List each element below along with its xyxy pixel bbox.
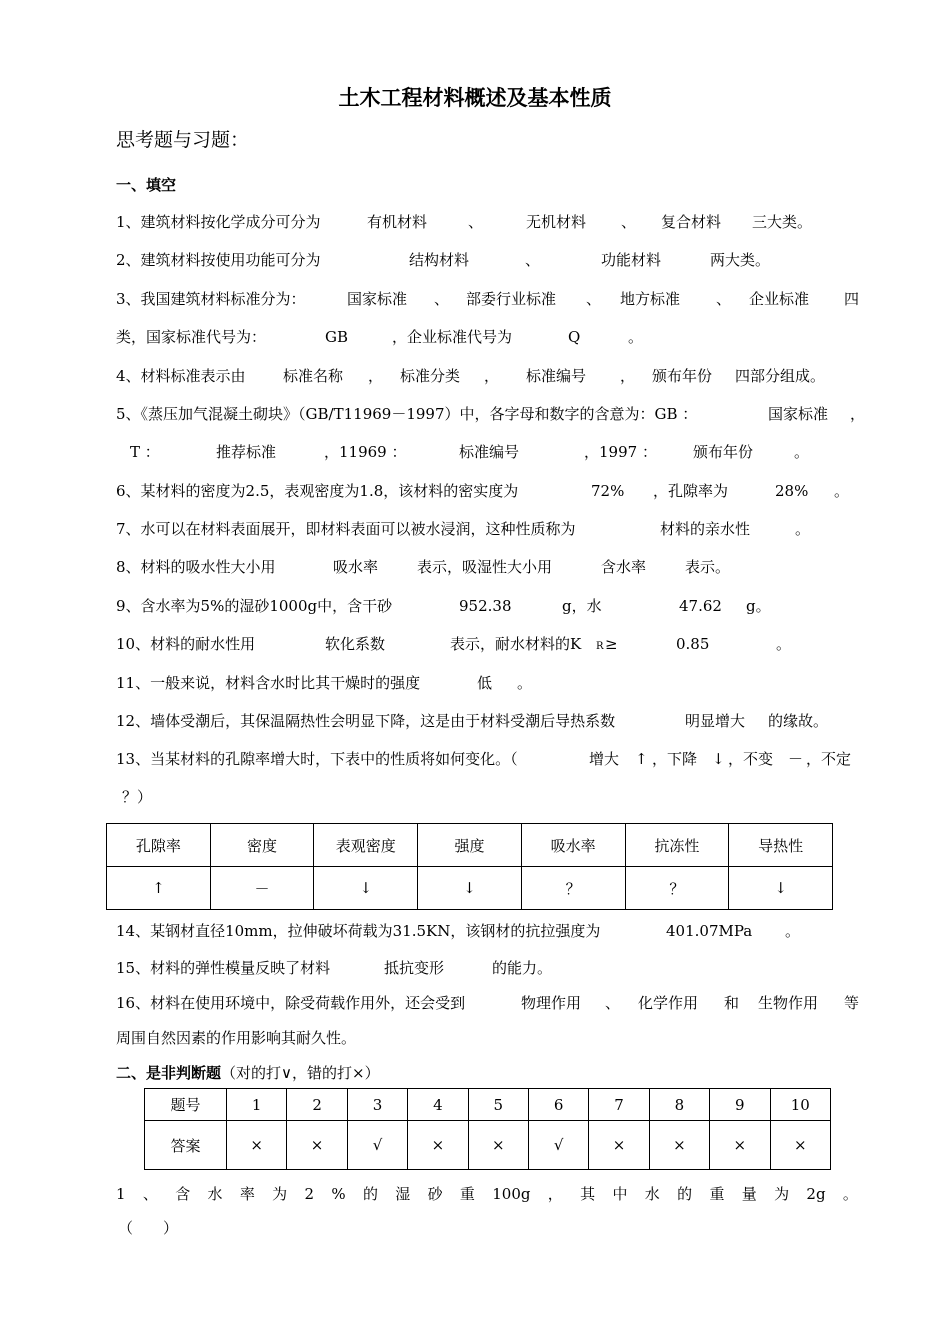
header-porosity: 孔隙率 (107, 824, 211, 867)
row-label-answer: 答案 (145, 1121, 227, 1170)
value-frost-resistance: ？ (625, 867, 729, 910)
number-cell: 2 (287, 1089, 347, 1121)
answer-cell: × (589, 1121, 649, 1170)
exercise-subtitle: 思考题与习题： (116, 129, 250, 151)
question-13-line-2: ？） (122, 788, 153, 806)
answer-parentheses: （ ） (118, 1219, 179, 1237)
answer-cell: × (710, 1121, 770, 1170)
value-water-absorption: ？ (521, 867, 625, 910)
question-number-row (145, 1089, 831, 1121)
answer-cell: × (287, 1121, 347, 1170)
answer-cell: √ (347, 1121, 407, 1170)
row-label-number: 题号 (145, 1089, 227, 1121)
number-cell: 8 (649, 1089, 709, 1121)
true-false-answer-table (144, 1088, 831, 1170)
header-water-absorption: 吸水率 (521, 824, 625, 867)
answer-cell: × (770, 1121, 830, 1170)
number-cell: 9 (710, 1089, 770, 1121)
porosity-effect-table (106, 823, 833, 910)
header-density: 密度 (210, 824, 314, 867)
answer-cell: × (649, 1121, 709, 1170)
value-thermal-conductivity: ↓ (729, 867, 833, 910)
number-cell: 10 (770, 1089, 830, 1121)
section-fill-in: 一、填空 (116, 176, 177, 194)
value-strength: ↓ (418, 867, 522, 910)
porosity-table-value-row (107, 867, 833, 910)
answer-cell: × (468, 1121, 528, 1170)
header-strength: 强度 (418, 824, 522, 867)
page-title: 土木工程材料概述及基本性质 (338, 85, 612, 110)
value-density: － (210, 867, 314, 910)
header-apparent-density: 表观密度 (314, 824, 418, 867)
value-apparent-density: ↓ (314, 867, 418, 910)
number-cell: 6 (528, 1089, 588, 1121)
header-thermal-conductivity: 导热性 (729, 824, 833, 867)
number-cell: 4 (408, 1089, 468, 1121)
answer-cell: √ (528, 1121, 588, 1170)
number-cell: 1 (227, 1089, 287, 1121)
answer-cell: × (227, 1121, 287, 1170)
number-cell: 7 (589, 1089, 649, 1121)
true-false-question-1: 1 、 含 水 率 为 2 % 的 湿 砂 重 100g ， 其 中 水 的 重 量 为 2g 。 (116, 1185, 858, 1203)
value-porosity: ↑ (107, 867, 211, 910)
subscript-r: R (596, 641, 604, 652)
section-true-false: 二、是非判断题（对的打∨，错的打×） (116, 1064, 380, 1082)
number-cell: 5 (468, 1089, 528, 1121)
question-16-line-2: 周围自然因素的作用影响其耐久性。 (116, 1029, 357, 1047)
porosity-table-header-row (107, 824, 833, 867)
answer-row (145, 1121, 831, 1170)
header-frost-resistance: 抗冻性 (625, 824, 729, 867)
number-cell: 3 (347, 1089, 407, 1121)
answer-cell: × (408, 1121, 468, 1170)
